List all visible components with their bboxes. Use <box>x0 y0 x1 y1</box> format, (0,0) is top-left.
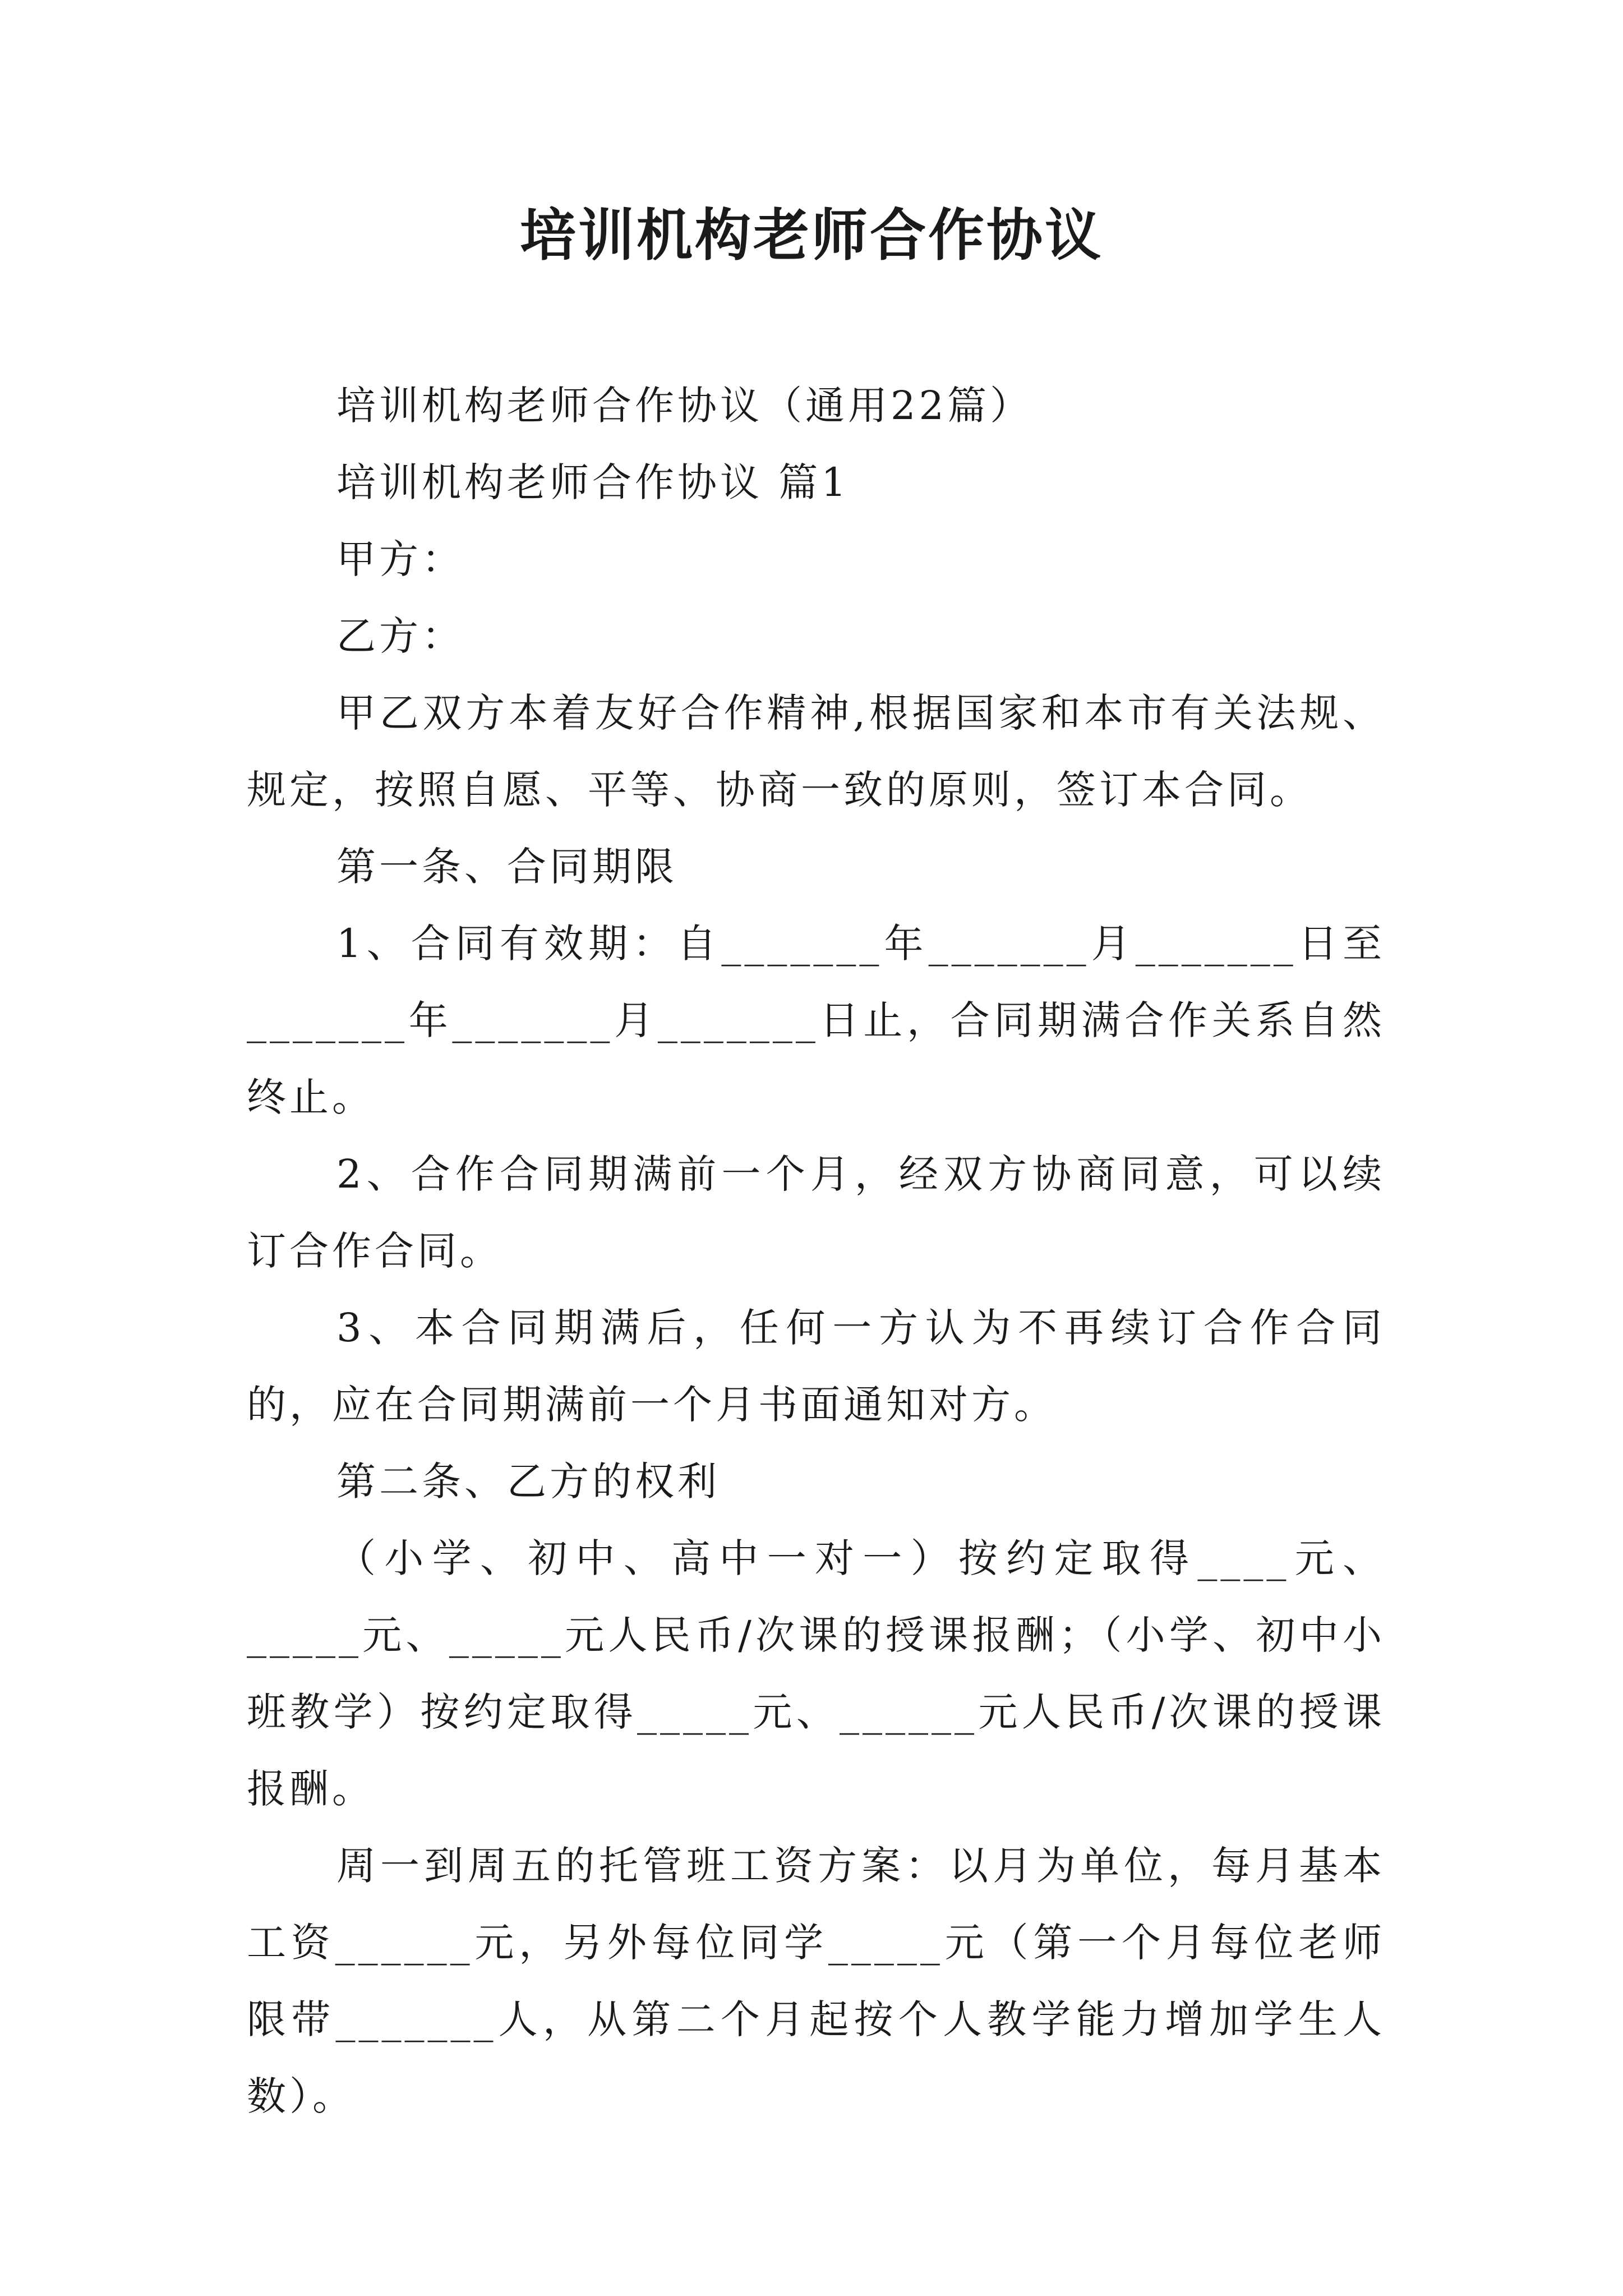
intro-paragraph: 甲乙双方本着友好合作精神,根据国家和本市有关法规、规定，按照自愿、平等、协商一致的原则，签订本合同。 <box>247 690 1385 813</box>
article-1-heading: 第一条、合同期限 <box>336 844 677 890</box>
article-1-clause-1: 1、合同有效期：自_______年_______月_______日至_______年_______月_______日止，合同期满合作关系自然终止。 <box>247 921 1385 1120</box>
document-title: 培训机构老师合作协议 <box>520 203 1103 268</box>
party-a-line: 甲方： <box>336 536 464 582</box>
article-2-heading: 第二条、乙方的权利 <box>336 1458 720 1504</box>
section-heading-1: 培训机构老师合作协议 篇1 <box>336 459 850 505</box>
article-2-daycare-paragraph: 周一到周五的托管班工资方案：以月为单位，每月基本工资______元，另外每位同学_____元（第一个月每位老师限带_______人，从第二个月起按个人教学能力增加学生人数）。 <box>247 1843 1385 2119</box>
article-2-fee-paragraph: （小学、初中、高中一对一）按约定取得____元、_____元、_____元人民币/次课的授课报酬；（小学、初中小班教学）按约定取得_____元、______元人民币/次课的授课报酬。 <box>247 1535 1385 1812</box>
article-1-clause-3: 3、本合同期满后，任何一方认为不再续订合作合同的，应在合同期满前一个月书面通知对方。 <box>247 1305 1385 1428</box>
document-body <box>247 367 1385 2135</box>
party-b-line: 乙方： <box>336 613 464 659</box>
subtitle-paragraph: 培训机构老师合作协议（通用22篇） <box>336 383 1033 429</box>
article-1-clause-2: 2、合作合同期满前一个月，经双方协商同意，可以续订合作合同。 <box>247 1151 1385 1274</box>
